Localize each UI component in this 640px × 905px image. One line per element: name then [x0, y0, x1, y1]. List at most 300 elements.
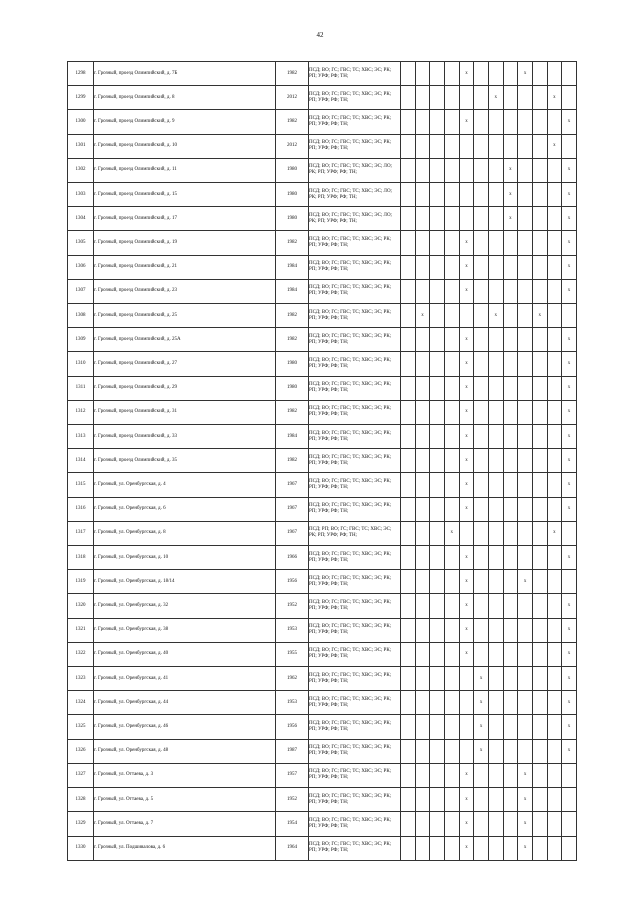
- mark-cell: [415, 376, 430, 400]
- systems-cell: ПСД; ВО; ГС; ГВС; ТС; ХВС; ЭС; РК; РП; УРФ; РФ; ТН;: [309, 570, 401, 594]
- mark-cell: [444, 62, 459, 86]
- mark-cell: [401, 183, 416, 207]
- table-row: [68, 400, 577, 424]
- mark-cell: [488, 473, 503, 497]
- year-cell: 1980: [276, 183, 309, 207]
- mark-cell: [415, 570, 430, 594]
- mark-cell: [488, 134, 503, 158]
- address-cell: г. Грозный, ул. Оренбургская, д. 40: [94, 642, 276, 666]
- mark-cell: [444, 158, 459, 182]
- mark-cell: [474, 183, 489, 207]
- table-row: [68, 812, 577, 836]
- mark-cell: [488, 642, 503, 666]
- mark-cell: [415, 134, 430, 158]
- mark-cell: [518, 183, 533, 207]
- mark-cell: x: [562, 207, 577, 231]
- mark-cell: [401, 594, 416, 618]
- mark-cell: [415, 425, 430, 449]
- mark-cell: [444, 667, 459, 691]
- mark-cell: x: [562, 183, 577, 207]
- mark-cell: [474, 352, 489, 376]
- mark-cell: [430, 231, 445, 255]
- address-cell: г. Грозный, проезд Олимпийский, д. 7Б: [94, 62, 276, 86]
- mark-cell: [503, 521, 518, 545]
- row-number-cell: 1319: [68, 570, 94, 594]
- mark-cell: [488, 255, 503, 279]
- row-number-cell: 1313: [68, 425, 94, 449]
- mark-cell: [532, 497, 547, 521]
- mark-cell: [459, 207, 474, 231]
- systems-cell: ПСД; ВО; ГС; ГВС; ТС; ХВС; ЭС; РК; РП; УРФ; РФ; ТН;: [309, 86, 401, 110]
- mark-cell: [547, 400, 562, 424]
- year-cell: 1966: [276, 546, 309, 570]
- table-row: [68, 304, 577, 328]
- mark-cell: [401, 763, 416, 787]
- systems-cell: ПСД; ВО; ГС; ГВС; ТС; ХВС; ЭС; РК; РП; УРФ; РФ; ТН;: [309, 110, 401, 134]
- table-row: [68, 158, 577, 182]
- table-row: [68, 594, 577, 618]
- row-number-cell: 1317: [68, 521, 94, 545]
- mark-cell: [562, 812, 577, 836]
- address-cell: г. Грозный, ул. Подшивалова, д. 6: [94, 836, 276, 861]
- mark-cell: x: [474, 715, 489, 739]
- mark-cell: [547, 255, 562, 279]
- mark-cell: [503, 449, 518, 473]
- row-number-cell: 1312: [68, 400, 94, 424]
- address-cell: г. Грозный, ул. Оренбургская, д. 10: [94, 546, 276, 570]
- row-number-cell: 1305: [68, 231, 94, 255]
- mark-cell: [401, 667, 416, 691]
- row-number-cell: 1323: [68, 667, 94, 691]
- mark-cell: [459, 134, 474, 158]
- systems-cell: ПСД; ВО; ГС; ГВС; ТС; ХВС; ЭС; РК; РП; УРФ; РФ; ТН;: [309, 255, 401, 279]
- year-cell: 1987: [276, 739, 309, 763]
- mark-cell: [444, 328, 459, 352]
- mark-cell: [547, 497, 562, 521]
- mark-cell: [488, 570, 503, 594]
- mark-cell: [444, 618, 459, 642]
- mark-cell: [518, 231, 533, 255]
- mark-cell: [401, 207, 416, 231]
- mark-cell: [430, 110, 445, 134]
- mark-cell: x: [444, 521, 459, 545]
- mark-cell: [415, 812, 430, 836]
- year-cell: 1953: [276, 618, 309, 642]
- mark-cell: [488, 62, 503, 86]
- mark-cell: [415, 521, 430, 545]
- year-cell: 1953: [276, 691, 309, 715]
- mark-cell: x: [459, 618, 474, 642]
- address-cell: г. Грозный, проезд Олимпийский, д. 29: [94, 376, 276, 400]
- mark-cell: [401, 86, 416, 110]
- systems-cell: ПСД; ВО; ГС; ГВС; ТС; ХВС; ЭС; РК; РП; УРФ; РФ; ТН;: [309, 425, 401, 449]
- mark-cell: [562, 788, 577, 812]
- mark-cell: [518, 134, 533, 158]
- mark-cell: [518, 618, 533, 642]
- mark-cell: [503, 86, 518, 110]
- mark-cell: [415, 497, 430, 521]
- mark-cell: x: [459, 812, 474, 836]
- table-row: [68, 739, 577, 763]
- mark-cell: [401, 62, 416, 86]
- mark-cell: x: [518, 570, 533, 594]
- mark-cell: [459, 521, 474, 545]
- mark-cell: [488, 400, 503, 424]
- mark-cell: [518, 497, 533, 521]
- year-cell: 1982: [276, 231, 309, 255]
- row-number-cell: 1318: [68, 546, 94, 570]
- address-cell: г. Грозный, ул. Оренбургская, д. 6: [94, 497, 276, 521]
- mark-cell: [547, 763, 562, 787]
- mark-cell: [488, 328, 503, 352]
- table-row: [68, 425, 577, 449]
- mark-cell: [430, 376, 445, 400]
- mark-cell: [562, 134, 577, 158]
- mark-cell: [532, 231, 547, 255]
- mark-cell: [503, 352, 518, 376]
- mark-cell: [474, 328, 489, 352]
- year-cell: 1982: [276, 62, 309, 86]
- mark-cell: [401, 328, 416, 352]
- mark-cell: [430, 521, 445, 545]
- row-number-cell: 1314: [68, 449, 94, 473]
- systems-cell: ПСД; ВО; ГС; ГВС; ТС; ХВС; ЭС; РК; РП; УРФ; РФ; ТН;: [309, 497, 401, 521]
- mark-cell: [474, 449, 489, 473]
- mark-cell: [444, 473, 459, 497]
- mark-cell: [532, 279, 547, 303]
- year-cell: 1952: [276, 788, 309, 812]
- mark-cell: [488, 158, 503, 182]
- mark-cell: [547, 183, 562, 207]
- table-row: [68, 134, 577, 158]
- mark-cell: [503, 328, 518, 352]
- systems-cell: ПСД; ВО; ГС; ГВС; ТС; ХВС; ЭС; РК; РП; УРФ; РФ; ТН;: [309, 691, 401, 715]
- mark-cell: [474, 400, 489, 424]
- mark-cell: x: [459, 400, 474, 424]
- mark-cell: x: [562, 497, 577, 521]
- mark-cell: [518, 352, 533, 376]
- address-cell: г. Грозный, ул. Оренбургская, д. 8: [94, 521, 276, 545]
- mark-cell: [444, 134, 459, 158]
- mark-cell: [532, 376, 547, 400]
- mark-cell: [518, 255, 533, 279]
- year-cell: 1956: [276, 715, 309, 739]
- mark-cell: [430, 134, 445, 158]
- mark-cell: [444, 304, 459, 328]
- mark-cell: [474, 110, 489, 134]
- year-cell: 1982: [276, 304, 309, 328]
- mark-cell: [415, 788, 430, 812]
- mark-cell: x: [459, 328, 474, 352]
- mark-cell: [415, 86, 430, 110]
- mark-cell: x: [459, 352, 474, 376]
- mark-cell: [547, 473, 562, 497]
- mark-cell: [503, 667, 518, 691]
- address-cell: г. Грозный, ул. Оренбургская, д. 4: [94, 473, 276, 497]
- mark-cell: [415, 231, 430, 255]
- mark-cell: [430, 546, 445, 570]
- mark-cell: [415, 110, 430, 134]
- mark-cell: [503, 594, 518, 618]
- mark-cell: [415, 352, 430, 376]
- mark-cell: [532, 836, 547, 861]
- mark-cell: [532, 521, 547, 545]
- registry-table-body: [68, 62, 577, 861]
- mark-cell: [430, 763, 445, 787]
- mark-cell: [532, 183, 547, 207]
- mark-cell: [444, 231, 459, 255]
- table-row: [68, 497, 577, 521]
- systems-cell: ПСД; ВО; ГС; ГВС; ТС; ХВС; ЭС; РК; РП; УРФ; РФ; ТН;: [309, 449, 401, 473]
- mark-cell: [532, 449, 547, 473]
- mark-cell: [503, 425, 518, 449]
- mark-cell: [444, 400, 459, 424]
- mark-cell: x: [562, 231, 577, 255]
- row-number-cell: 1304: [68, 207, 94, 231]
- mark-cell: [547, 618, 562, 642]
- year-cell: 1962: [276, 667, 309, 691]
- systems-cell: ПСД; ВО; ГС; ГВС; ТС; ХВС; ЭС; РК; РП; УРФ; РФ; ТН;: [309, 134, 401, 158]
- mark-cell: [401, 255, 416, 279]
- systems-cell: ПСД; ВО; ГС; ГВС; ТС; ХВС; ЭС; РК; РП; УРФ; РФ; ТН;: [309, 594, 401, 618]
- mark-cell: x: [459, 570, 474, 594]
- address-cell: г. Грозный, ул. Оренбургская, д. 18/14: [94, 570, 276, 594]
- address-cell: г. Грозный, проезд Олимпийский, д. 31: [94, 400, 276, 424]
- mark-cell: [444, 425, 459, 449]
- mark-cell: [532, 86, 547, 110]
- year-cell: 1984: [276, 255, 309, 279]
- mark-cell: [474, 788, 489, 812]
- mark-cell: [430, 86, 445, 110]
- mark-cell: [459, 739, 474, 763]
- mark-cell: [488, 497, 503, 521]
- address-cell: г. Грозный, проезд Олимпийский, д. 21: [94, 255, 276, 279]
- mark-cell: [518, 642, 533, 666]
- mark-cell: [430, 788, 445, 812]
- mark-cell: [488, 279, 503, 303]
- mark-cell: [401, 400, 416, 424]
- mark-cell: [401, 521, 416, 545]
- mark-cell: [532, 691, 547, 715]
- mark-cell: [474, 425, 489, 449]
- year-cell: 1967: [276, 521, 309, 545]
- systems-cell: ПСД; ВО; ГС; ГВС; ТС; ХВС; ЭС; РК; РП; УРФ; РФ; ТН;: [309, 473, 401, 497]
- mark-cell: [532, 739, 547, 763]
- mark-cell: [415, 279, 430, 303]
- mark-cell: [503, 473, 518, 497]
- mark-cell: [562, 304, 577, 328]
- mark-cell: [401, 836, 416, 861]
- row-number-cell: 1310: [68, 352, 94, 376]
- mark-cell: [488, 715, 503, 739]
- mark-cell: [518, 328, 533, 352]
- table-row: [68, 352, 577, 376]
- mark-cell: [459, 158, 474, 182]
- year-cell: 1957: [276, 763, 309, 787]
- mark-cell: x: [459, 836, 474, 861]
- mark-cell: x: [562, 425, 577, 449]
- mark-cell: x: [518, 836, 533, 861]
- mark-cell: [532, 134, 547, 158]
- mark-cell: [415, 667, 430, 691]
- mark-cell: [562, 86, 577, 110]
- address-cell: г. Грозный, ул. Оренбургская, д. 46: [94, 715, 276, 739]
- year-cell: 1952: [276, 594, 309, 618]
- mark-cell: [518, 279, 533, 303]
- year-cell: 1964: [276, 836, 309, 861]
- mark-cell: [474, 594, 489, 618]
- mark-cell: [415, 183, 430, 207]
- mark-cell: x: [459, 279, 474, 303]
- mark-cell: [430, 618, 445, 642]
- mark-cell: [444, 449, 459, 473]
- table-row: [68, 521, 577, 545]
- mark-cell: [503, 497, 518, 521]
- table-row: [68, 836, 577, 861]
- mark-cell: [430, 400, 445, 424]
- mark-cell: [474, 62, 489, 86]
- mark-cell: [430, 691, 445, 715]
- address-cell: г. Грозный, проезд Олимпийский, д. 15: [94, 183, 276, 207]
- mark-cell: [488, 618, 503, 642]
- mark-cell: [444, 812, 459, 836]
- mark-cell: [474, 570, 489, 594]
- systems-cell: ПСД; ВО; ГС; ГВС; ТС; ХВС; ЭС; РК; РП; УРФ; РФ; ТН;: [309, 739, 401, 763]
- mark-cell: [503, 231, 518, 255]
- table-row: [68, 328, 577, 352]
- mark-cell: [401, 739, 416, 763]
- row-number-cell: 1322: [68, 642, 94, 666]
- mark-cell: [488, 425, 503, 449]
- mark-cell: x: [459, 425, 474, 449]
- mark-cell: x: [562, 473, 577, 497]
- systems-cell: ПСД; ВО; ГС; ГВС; ТС; ХВС; ЭС; РК; РП; УРФ; РФ; ТН;: [309, 812, 401, 836]
- mark-cell: [518, 594, 533, 618]
- table-row: [68, 449, 577, 473]
- mark-cell: [547, 642, 562, 666]
- mark-cell: [430, 279, 445, 303]
- mark-cell: [444, 376, 459, 400]
- mark-cell: [474, 255, 489, 279]
- mark-cell: [401, 691, 416, 715]
- mark-cell: x: [547, 134, 562, 158]
- mark-cell: x: [518, 62, 533, 86]
- mark-cell: [547, 62, 562, 86]
- table-row: [68, 207, 577, 231]
- year-cell: 1980: [276, 352, 309, 376]
- mark-cell: [459, 183, 474, 207]
- mark-cell: [401, 473, 416, 497]
- mark-cell: [488, 449, 503, 473]
- address-cell: г. Грозный, ул. Оренбургская, д. 44: [94, 691, 276, 715]
- mark-cell: [518, 376, 533, 400]
- table-row: [68, 255, 577, 279]
- mark-cell: [503, 715, 518, 739]
- mark-cell: [474, 134, 489, 158]
- mark-cell: x: [459, 497, 474, 521]
- table-row: [68, 618, 577, 642]
- year-cell: 1980: [276, 207, 309, 231]
- mark-cell: [444, 788, 459, 812]
- mark-cell: [430, 836, 445, 861]
- mark-cell: x: [562, 376, 577, 400]
- address-cell: г. Грозный, ул. Оттаева, д. 3: [94, 763, 276, 787]
- year-cell: 1984: [276, 279, 309, 303]
- mark-cell: [401, 570, 416, 594]
- mark-cell: x: [562, 691, 577, 715]
- mark-cell: [401, 618, 416, 642]
- mark-cell: [547, 667, 562, 691]
- table-row: [68, 376, 577, 400]
- mark-cell: [430, 812, 445, 836]
- row-number-cell: 1298: [68, 62, 94, 86]
- mark-cell: [401, 449, 416, 473]
- mark-cell: [444, 255, 459, 279]
- systems-cell: ПСД; ВО; ГС; ГВС; ТС; ХВС; ЭС; РК; РП; УРФ; РФ; ТН;: [309, 618, 401, 642]
- mark-cell: [518, 158, 533, 182]
- page-number: 42: [316, 31, 324, 39]
- mark-cell: [547, 715, 562, 739]
- mark-cell: [430, 497, 445, 521]
- mark-cell: [444, 763, 459, 787]
- mark-cell: [503, 763, 518, 787]
- mark-cell: [503, 546, 518, 570]
- mark-cell: [415, 594, 430, 618]
- mark-cell: [430, 183, 445, 207]
- year-cell: 1955: [276, 642, 309, 666]
- mark-cell: x: [459, 449, 474, 473]
- mark-cell: [532, 546, 547, 570]
- row-number-cell: 1315: [68, 473, 94, 497]
- mark-cell: [474, 812, 489, 836]
- mark-cell: [532, 255, 547, 279]
- mark-cell: x: [562, 667, 577, 691]
- mark-cell: [430, 158, 445, 182]
- mark-cell: [503, 812, 518, 836]
- table-row: [68, 62, 577, 86]
- mark-cell: [488, 110, 503, 134]
- mark-cell: [401, 425, 416, 449]
- mark-cell: [401, 110, 416, 134]
- year-cell: 1954: [276, 812, 309, 836]
- mark-cell: [444, 594, 459, 618]
- year-cell: 1982: [276, 400, 309, 424]
- mark-cell: [532, 473, 547, 497]
- mark-cell: x: [562, 642, 577, 666]
- mark-cell: [415, 739, 430, 763]
- mark-cell: [430, 304, 445, 328]
- row-number-cell: 1309: [68, 328, 94, 352]
- table-row: [68, 86, 577, 110]
- systems-cell: ПСД; ВО; ГС; ГВС; ТС; ХВС; ЭС; РК; РП; УРФ; РФ; ТН;: [309, 546, 401, 570]
- mark-cell: x: [459, 110, 474, 134]
- mark-cell: x: [562, 546, 577, 570]
- row-number-cell: 1316: [68, 497, 94, 521]
- systems-cell: ПСД; ВО; ГС; ГВС; ТС; ХВС; ЭС; РК; РП; УРФ; РФ; ТН;: [309, 715, 401, 739]
- address-cell: г. Грозный, проезд Олимпийский, д. 10: [94, 134, 276, 158]
- mark-cell: [430, 449, 445, 473]
- mark-cell: [401, 158, 416, 182]
- address-cell: г. Грозный, проезд Олимпийский, д. 19: [94, 231, 276, 255]
- mark-cell: [488, 667, 503, 691]
- table-row: [68, 279, 577, 303]
- mark-cell: [518, 425, 533, 449]
- mark-cell: [444, 715, 459, 739]
- mark-cell: [474, 304, 489, 328]
- mark-cell: [444, 279, 459, 303]
- mark-cell: [474, 231, 489, 255]
- year-cell: 2012: [276, 86, 309, 110]
